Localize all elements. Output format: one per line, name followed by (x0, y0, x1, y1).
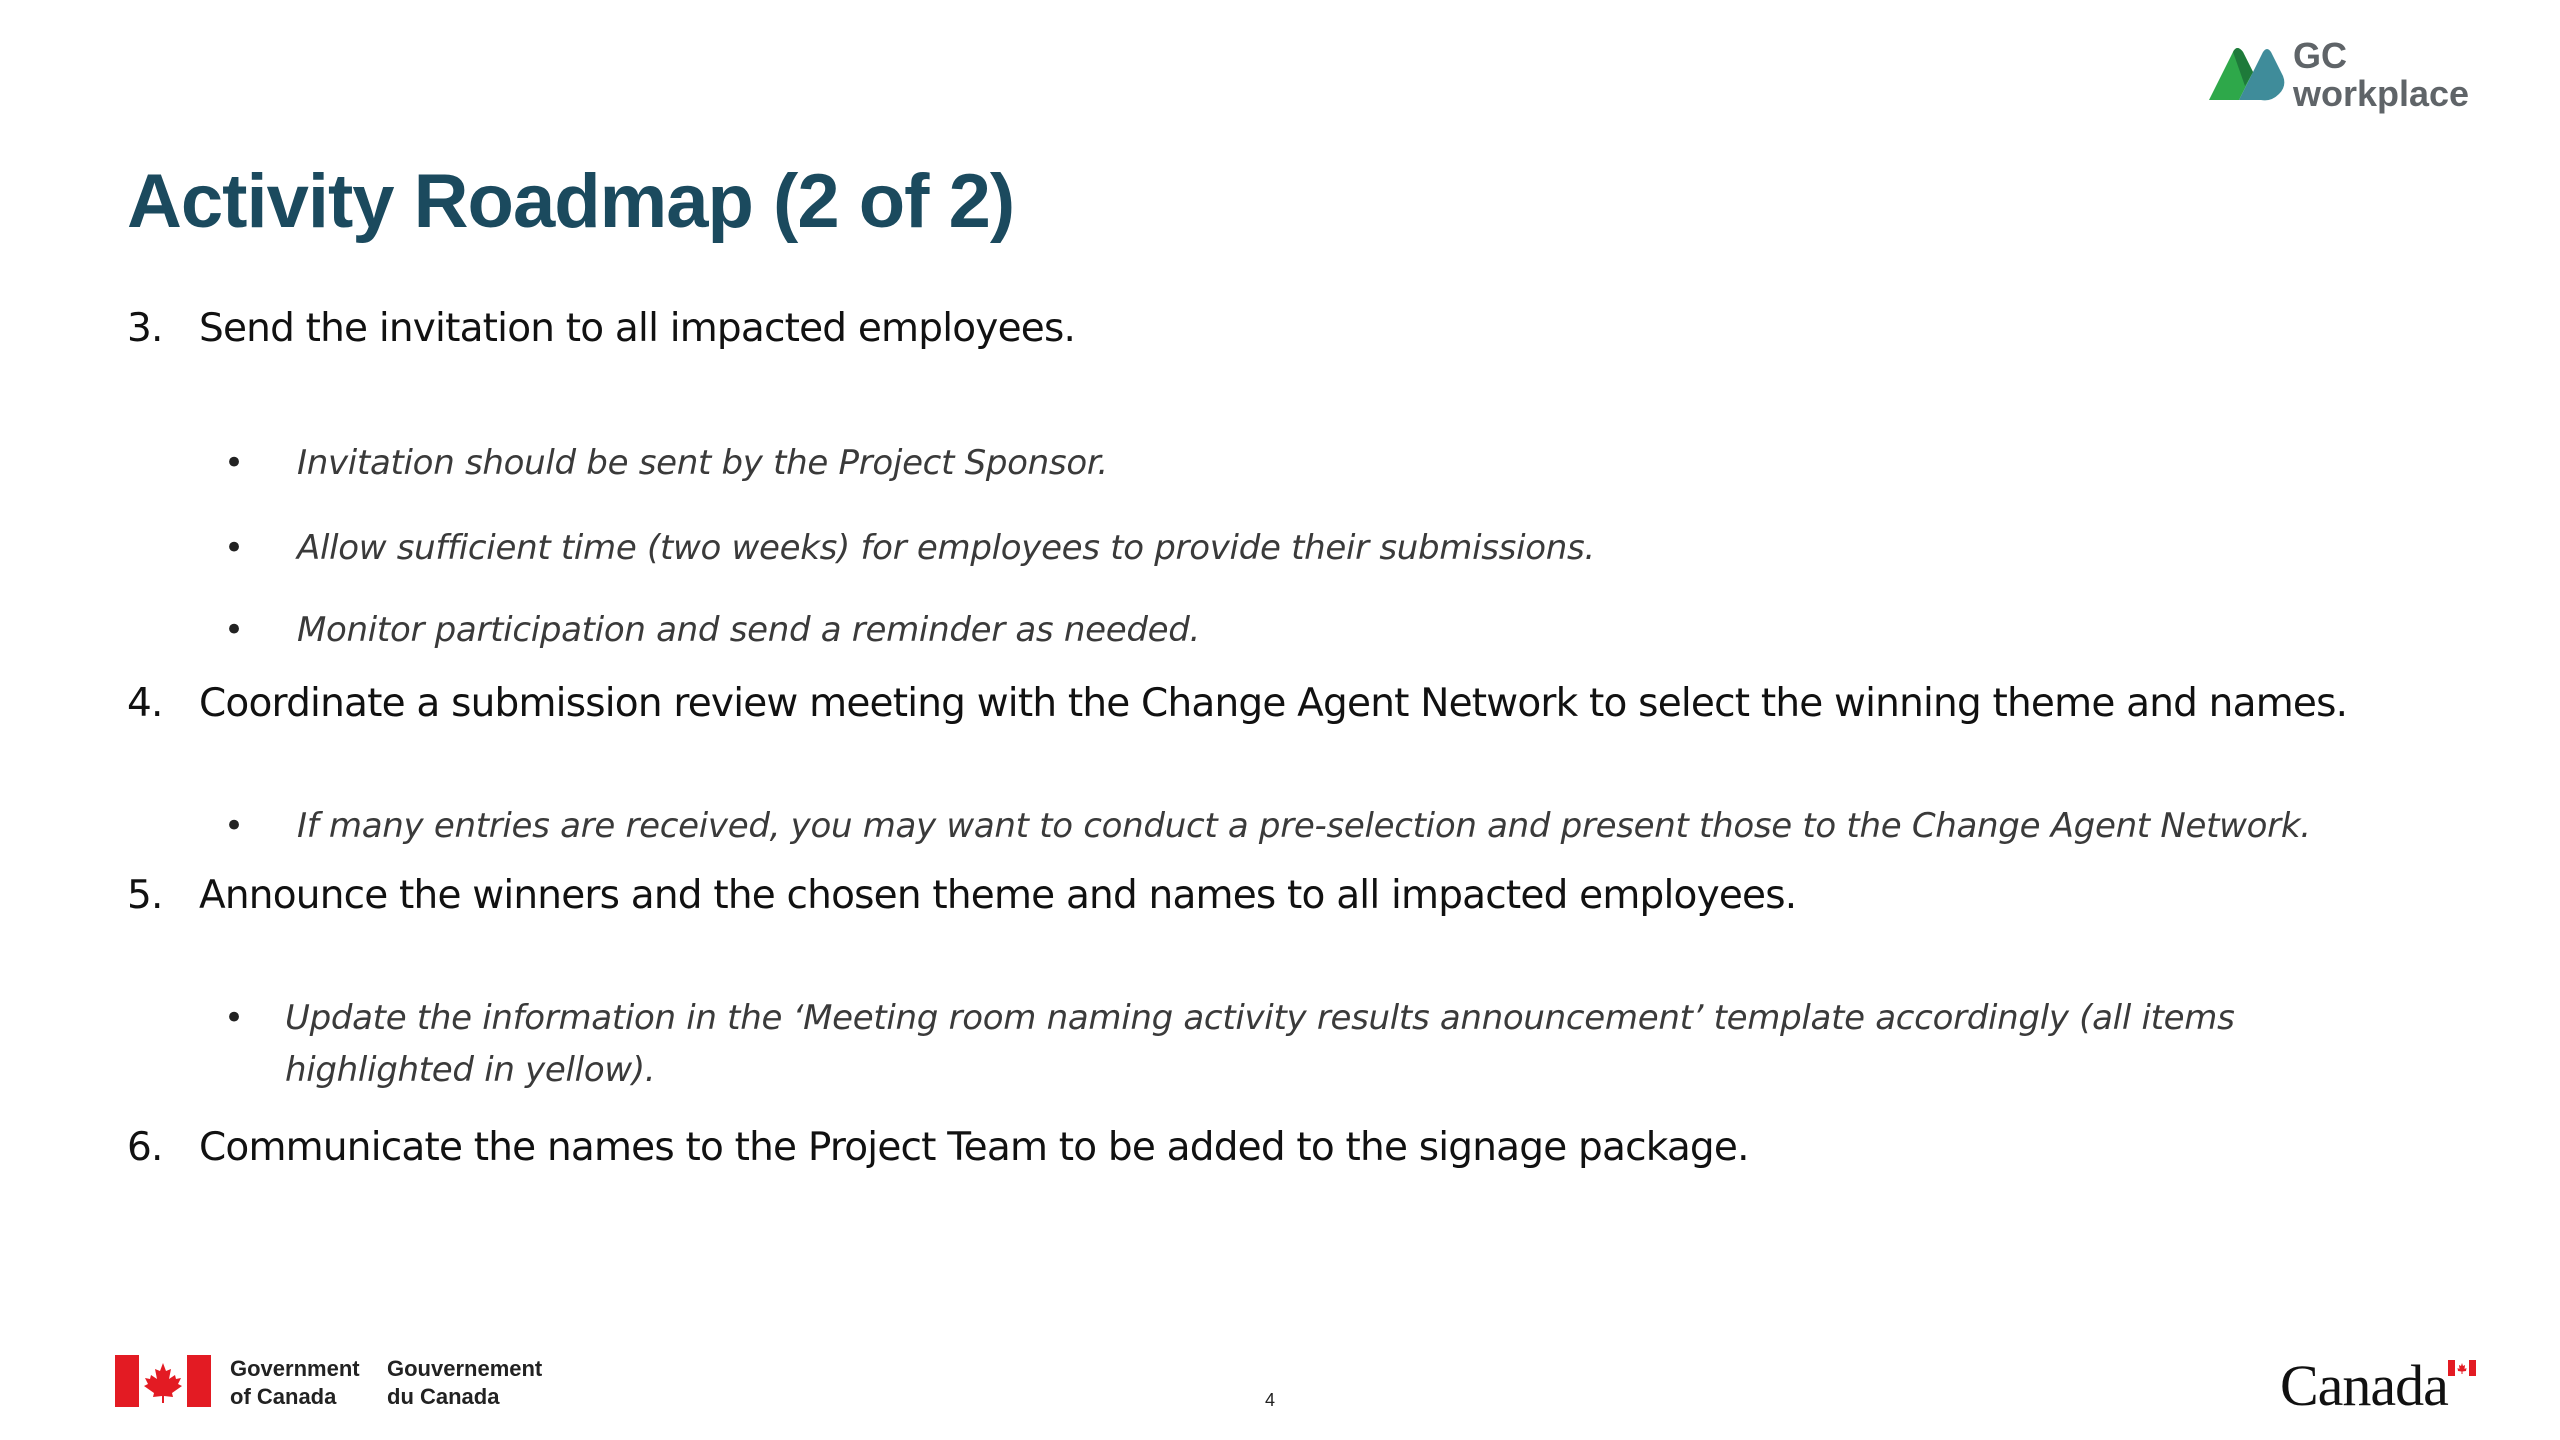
step-number: 6. (127, 1125, 163, 1170)
step-number: 3. (127, 306, 163, 351)
step-number: 4. (127, 680, 163, 726)
canada-wordmark (2280, 1352, 2480, 1422)
canada-mini-flag-icon (2448, 1360, 2476, 1376)
step-text: Announce the winners and the chosen theme and names to all impacted employees. (199, 873, 1797, 918)
step-text: Send the invitation to all impacted employees. (199, 306, 1076, 351)
bullet-text: Invitation should be sent by the Project Sponsor. (297, 443, 1108, 484)
bullet-dot-icon: • (224, 805, 244, 846)
bullet-text-line: Update the information in the ‘Meeting room naming activity results announcement’ template accordingly (all items (285, 997, 2235, 1038)
page-title: Activity Roadmap (2 of 2) (127, 159, 1015, 244)
gc-workplace-logo (2205, 35, 2485, 118)
gov-fr-line2: du Canada (387, 1384, 500, 1409)
bullet-text: Monitor participation and send a reminder as needed. (297, 610, 1201, 651)
gov-fr-wordmark (387, 1355, 542, 1411)
step-text: Communicate the names to the Project Team to be added to the signage package. (199, 1125, 1749, 1170)
gov-en-line2: of Canada (230, 1384, 337, 1409)
step-number: 5. (127, 873, 163, 918)
gov-en-line1: Government (230, 1356, 360, 1381)
bullet-text-line: highlighted in yellow). (285, 1049, 656, 1090)
bullet-text: Allow sufficient time (two weeks) for employees to provide their submissions. (297, 528, 1595, 569)
gov-fr-line1: Gouvernement (387, 1356, 543, 1381)
logo-text-gc: GC (2293, 35, 2347, 76)
bullet-dot-icon: • (224, 443, 244, 484)
canada-flag-icon (115, 1355, 211, 1407)
gov-en-wordmark (230, 1355, 360, 1411)
canada-wordmark-text: Canada (2280, 1353, 2448, 1418)
bullet-dot-icon: • (224, 528, 244, 569)
logo-text-workplace: workplace (2293, 73, 2470, 114)
bullet-text: If many entries are received, you may want to conduct a pre-selection and present those to the Change Agent Network. (297, 805, 2311, 846)
bullet-dot-icon: • (224, 997, 244, 1038)
step-text: Coordinate a submission review meeting with the Change Agent Network to select the winning theme and names. (199, 680, 2348, 726)
government-of-canada-signature (115, 1355, 575, 1411)
gc-workplace-logo-icon (2205, 42, 2285, 106)
bullet-dot-icon: • (224, 610, 244, 651)
page-number: 4 (1265, 1390, 1276, 1410)
